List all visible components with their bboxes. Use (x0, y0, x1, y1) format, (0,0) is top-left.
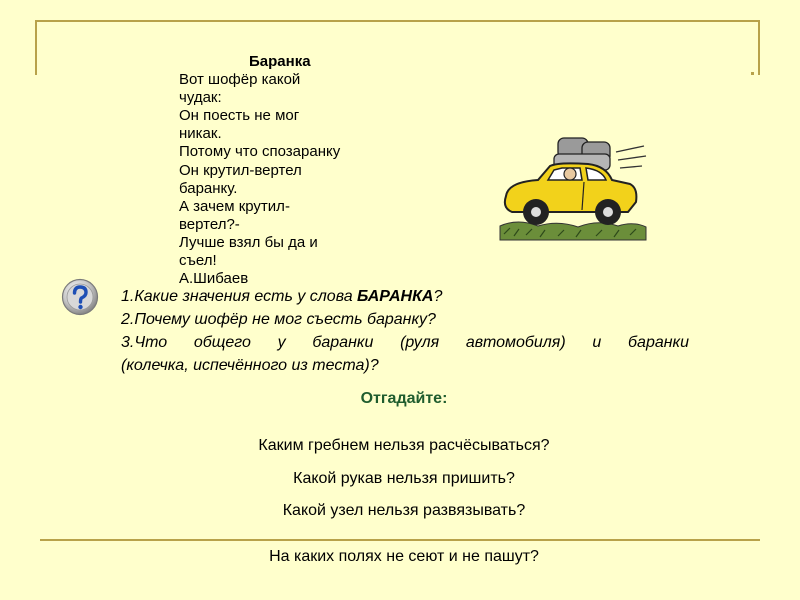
guess-heading: Отгадайте: (360, 390, 448, 407)
poem-line: баранку. (179, 179, 238, 197)
car-with-luggage-clipart (498, 134, 648, 242)
question-1-end: ? (433, 288, 443, 305)
poem-line: Потому что спозаранку (179, 143, 341, 161)
frame-right-line (758, 20, 760, 75)
frame-top-line (35, 20, 760, 22)
question-mark-icon (61, 278, 99, 316)
question-3-line-1: 3.Что общего у баранки (руля автомобиля) и баранки (121, 334, 689, 351)
question-1-keyword: БАРАНКА (357, 288, 434, 305)
frame-bottom-line (40, 539, 760, 541)
poem-line: Он поесть не мог (179, 107, 300, 125)
poem-line: А зачем крутил- (179, 197, 290, 215)
questions-block (121, 285, 689, 377)
question-1-text: 1.Какие значения есть у слова (121, 288, 358, 305)
question-3-line-2: (колечка, испечённого из теста)? (121, 357, 379, 374)
poem-title: Баранка (249, 53, 311, 70)
question-1 (121, 285, 689, 308)
riddle-2: Какой рукав нельзя пришить? (293, 470, 515, 487)
poem (179, 53, 389, 288)
poem-line: съел! (179, 252, 217, 270)
poem-line: Вот шофёр какой (179, 71, 301, 89)
poem-author: А.Шибаев (179, 270, 249, 288)
poem-line: Он крутил-вертел (179, 161, 302, 179)
question-2: 2.Почему шофёр не мог съесть баранку? (121, 311, 436, 328)
riddle-3: Какой узел нельзя развязывать? (282, 502, 526, 519)
riddle-4: На каких полях не сеют и не пашут? (269, 548, 539, 565)
frame-dot (751, 72, 754, 75)
poem-line: никак. (179, 125, 222, 143)
poem-line: Лучше взял бы да и (179, 233, 318, 251)
frame-left-line (35, 20, 37, 75)
riddle-1: Каким гребнем нельзя расчёсываться? (258, 437, 550, 454)
poem-line: чудак: (179, 89, 222, 107)
poem-line: вертел?- (179, 215, 240, 233)
